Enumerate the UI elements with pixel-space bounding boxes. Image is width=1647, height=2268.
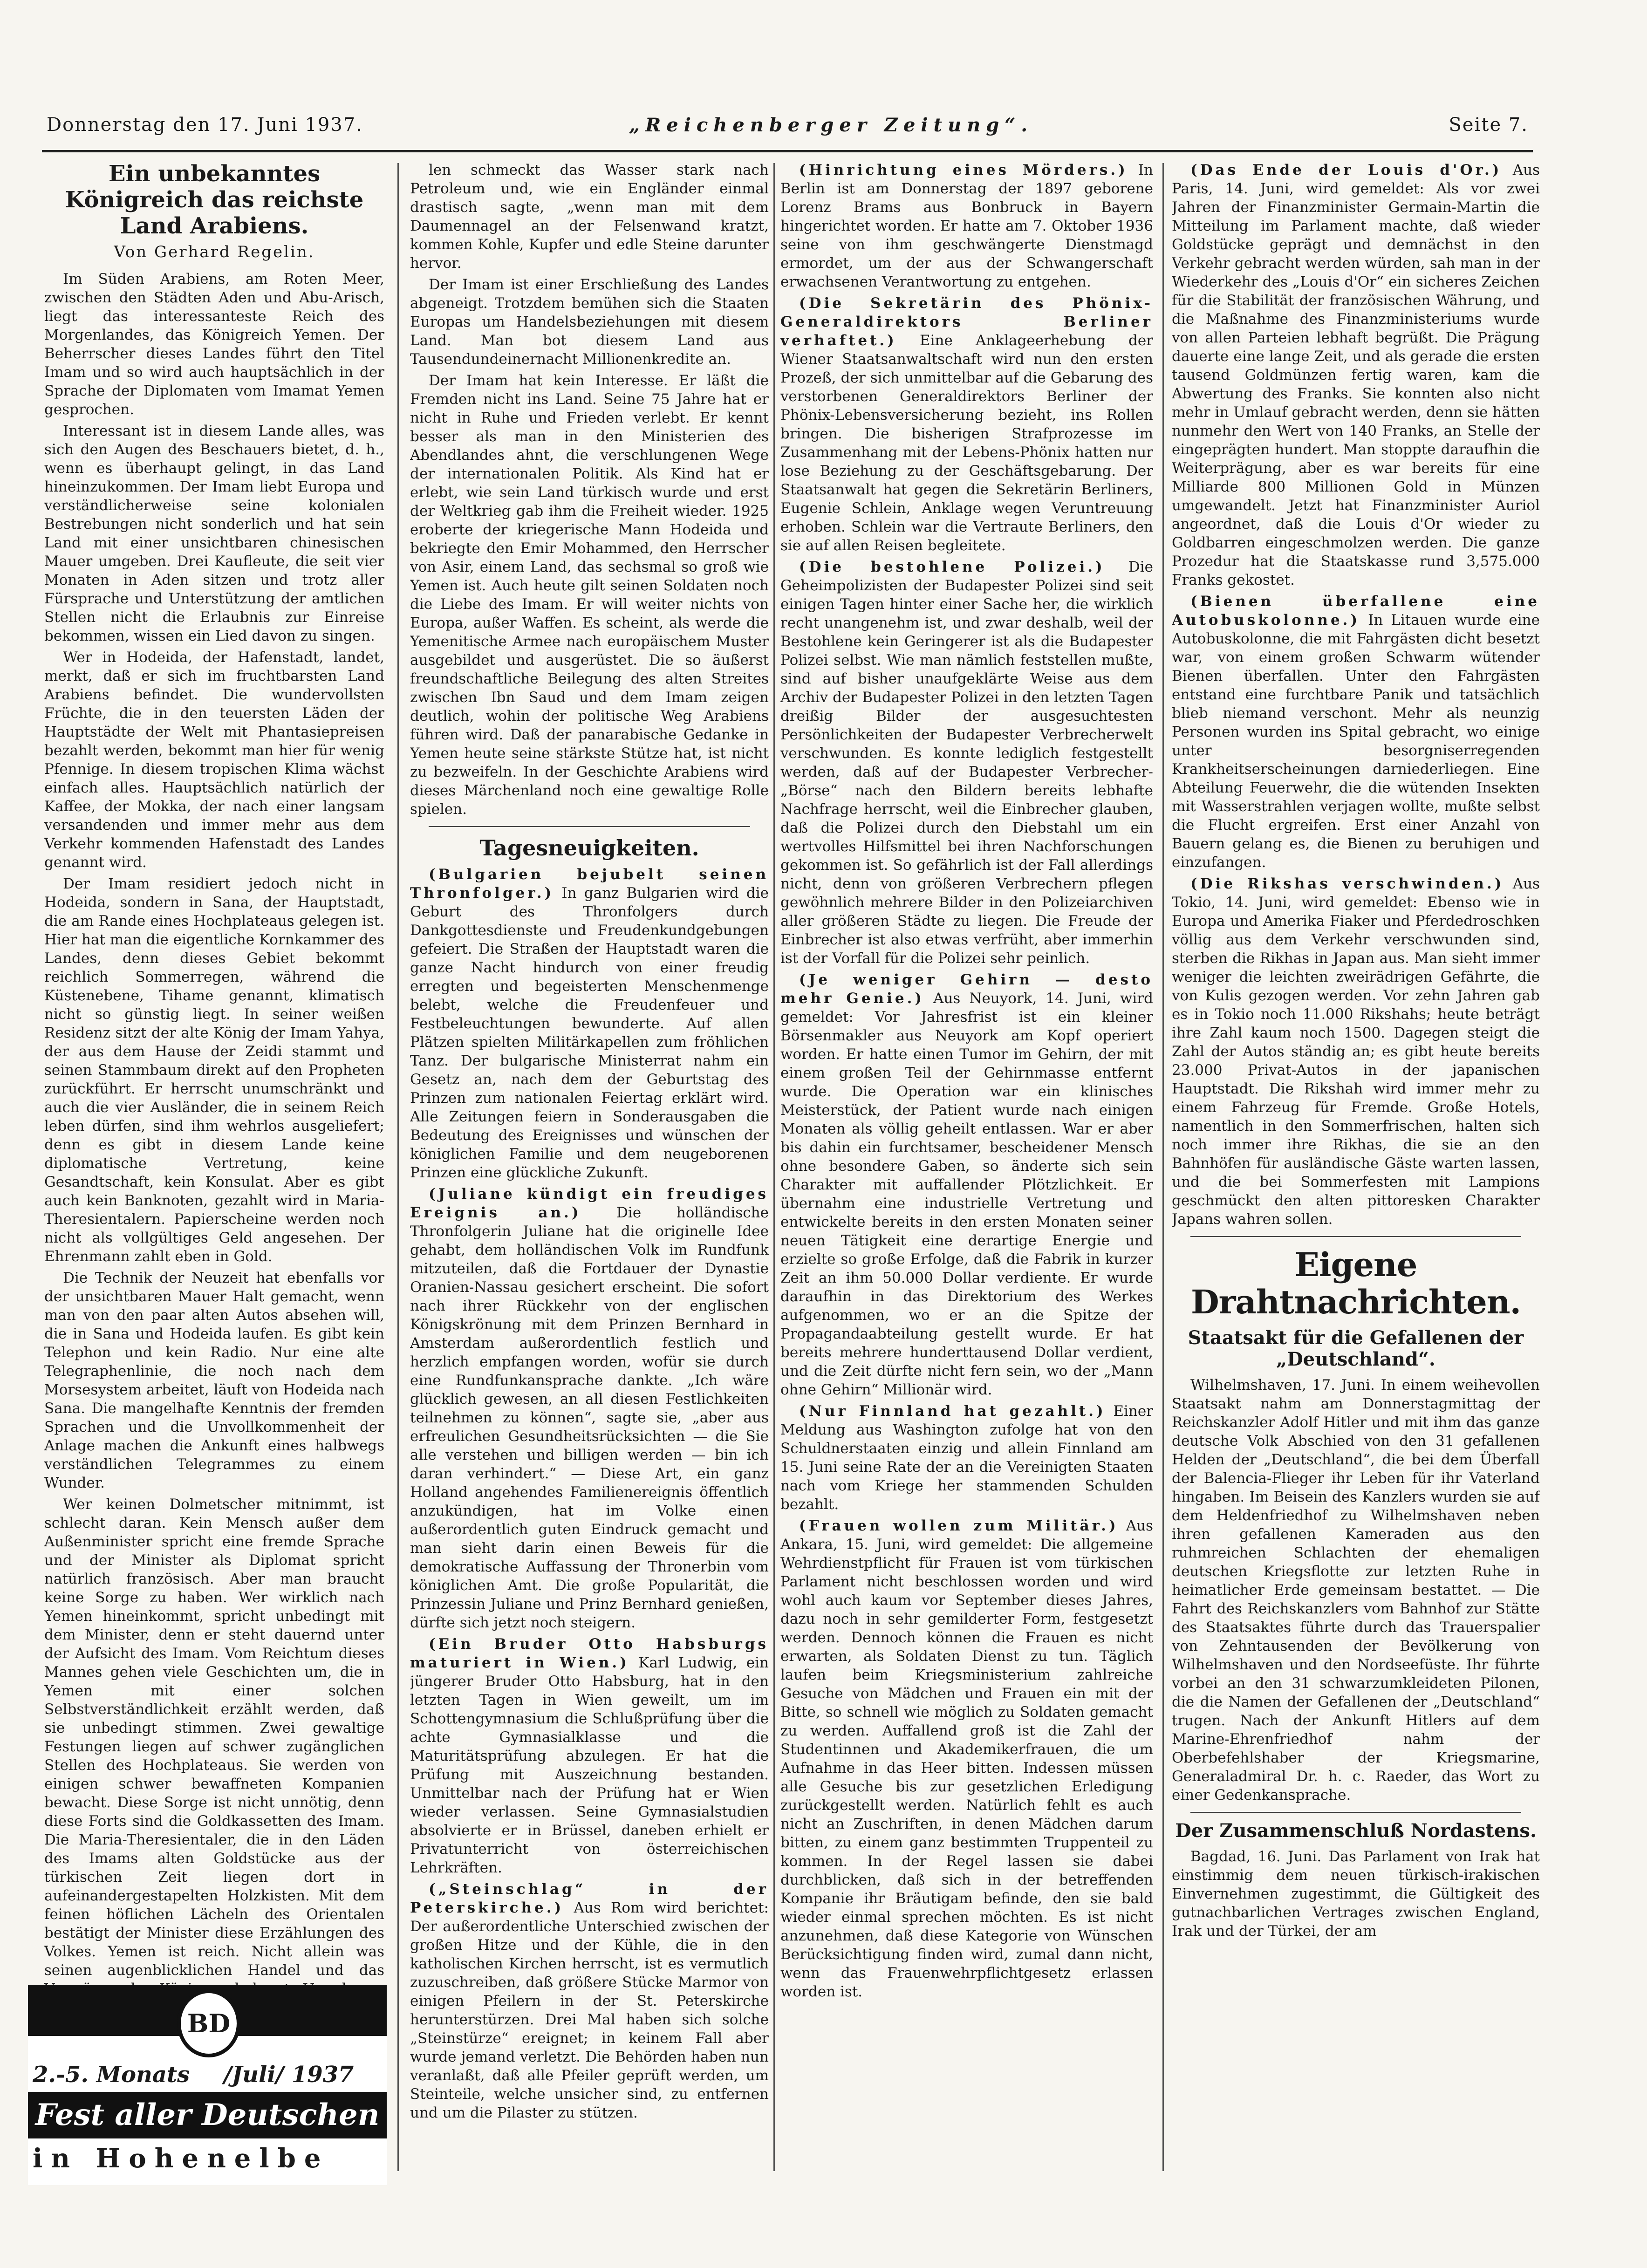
column-3	[780, 161, 1153, 2192]
news-item	[1172, 161, 1540, 589]
article-subheadline: Staatsakt für die Gefallenen der „Deutschland“.	[1188, 1327, 1524, 1370]
masthead-title: „Reichenberger Zeitung“.	[629, 114, 1033, 136]
section-separator	[1190, 1236, 1521, 1237]
news-item-text: Einer Meldung aus Washington zufolge hat von den Schuldnerstaaten einzig und allein Finnland am 15. Juni seine Rate der an die Vereinigten Staaten nach vom Kriege her stammenden Schulden bezahlt.	[780, 1403, 1153, 1513]
news-item-text: In Litauen wurde eine Autobuskolonne, die mit Fahrgästen dicht besetzt war, von einem großen Schwarm wütender Bienen überfallen. Unter den Fahrgästen entstand eine furchtbare Panik und tatsächlich blieb niemand verschont. Mehr als neunzig Personen wurden ins Spital gebracht, wo einige unter besorgniserregenden Krankheitserscheinungen darniederliegen. Eine Abteilung Feuerwehr, die die wütenden Insekten mit Wasserstrahlen verjagen wollte, mußte selbst die Flucht ergreifen. Erst einer Anzahl von Bauern gelang es, die Bienen zu beruhigen und einzufangen.	[1172, 612, 1540, 871]
column-4	[1172, 161, 1540, 2192]
festival-advertisement	[28, 1985, 387, 2185]
ad-place: in Hohenelbe	[33, 2143, 329, 2174]
news-item	[410, 1635, 769, 1877]
news-item-title: („Steinschlag“ in der Peterskirche.)	[410, 1881, 769, 1916]
news-item-text: Aus Tokio, 14. Juni, wird gemeldet: Ebenso wie in Europa und Amerika Fiaker und Pferdedroschken völlig aus dem Verkehr verschwunden sind, sterben die Rikhas in Japan aus. Man sieht immer weniger die leichten zweirädrigen Gefährte, die von Kulis gezogen werden. Vor zehn Jahren gab es in Tokio noch 11.000 Rikshahs; heute beträgt ihre Zahl kaum noch 1500. Dagegen steigt die Zahl der Autos ständig an; es gibt heute bereits 23.000 Privat-Autos in der japanischen Hauptstadt. Die Rikshah wird immer mehr zu einem Fahrzeug für Fremde. Große Hotels, namentlich in den Sommerfrischen, halten sich noch immer ihre Rikhas, die sie an den Bahnhöfen für ausländische Gäste warten lassen, und die bei Sommerfesten mit Lampions geschmückt den alten pittoresken Charakter Japans wahren sollen.	[1172, 875, 1540, 1228]
article-paragraph: Wilhelmshaven, 17. Juni. In einem weihevollen Staatsakt nahm am Donnerstagmittag der Reichskanzler Adolf Hitler und mit ihm das ganze deutsche Volk Abschied von den 31 gefallenen Helden der „Deutschland“, die bei dem Überfall der Balencia-Flieger ihr Leben für ihr Vaterland hingaben. Im Beisein des Kanzlers wurden sie auf dem Heldenfriedhof zu Wilhelmshaven neben ihren gefallenen Kameraden aus den ruhmreichen Schlachten der ehemaligen deutschen Kriegsflotte zur letzten Ruhe in heimatlicher Erde gemeinsam bestattet. — Die Fahrt des Reichskanzlers vom Bahnhof zur Stätte des Staatsaktes führte durch das Trauerspalier von Zehntausenden der Bevölkerung von Wilhelmshaven und den Nordseefüste. Ihr führte vorbei an den 31 schwarzumkleideten Pilonen, die die Namen der Gefallenen der „Deutschland“ trugen. Nach der Ankunft Hitlers auf dem Marine-Ehrenfriedhof nahm der Oberbefehlshaber der Kriegsmarine, Generaladmiral Dr. h. c. Raeder, das Wort zu einer Gedenkansprache.	[1172, 1377, 1540, 1803]
news-item	[1172, 592, 1540, 872]
news-item	[410, 1185, 769, 1632]
article-paragraph: Wer keinen Dolmetscher mitnimmt, ist schlecht daran. Kein Mensch außer dem Außenminister spricht eine fremde Sprache und der Minister als Diplomat spricht natürlich französisch. Aber man braucht keine Sorge zu haben. Wer wirklich nach Yemen hineinkommt, spricht unbedingt mit dem Minister, denn er steht dauernd unter der Aufsicht des Imam. Vom Reichtum dieses Mannes gehen viele Geschichten um, die in Yemen mit einer solchen Selbstverständlichkeit erzählt werden, daß sie unbedingt stimmen. Zwei gewaltige Festungen liegen auf schwer zugänglichen Stellen des Hochplateaus. Sie werden von einigen schwer bewaffneten Kompanien bewacht. Diese Sorge ist nicht unnötig, denn diese Forts sind die Goldkassetten des Imam. Die Maria-Theresientaler, die in den Läden des Imams alten Goldstücke aus der türkischen Zeit liegen dort in aufeinandergestapelten Holzkisten. Mit dem feinen höflichen Lächeln des Orientalen bestätigt der Minister diese Erzählungen des Volkes. Yemen ist reich. Nicht allein was seinen augenblicklichen Handel und das	[44, 1496, 384, 1979]
news-item-text: Karl Ludwig, ein jüngerer Bruder Otto Habsburg, hat in den letzten Tagen in Wien geweilt, um im Schottengymnasium die Schlußprüfung über die achte Gymnasialklasse und die Maturitätsprüfung abzulegen. Er hat die Prüfung mit Auszeichnung bestanden. Unmittelbar nach der Prüfung hat er Wien wieder verlassen. Seine Gymnasialstudien absolvierte er in Brüssel, daneben erhielt er Privatunterricht von österreichischen Lehrkräften.	[410, 1654, 769, 1876]
masthead-date: Donnerstag den 17. Juni 1937.	[47, 114, 363, 136]
news-item-text: Eine Anklageerhebung der Wiener Staatsanwaltschaft wird nun den ersten Prozeß, der sich unmittelbar auf die Gebarung des verstorbenen Generaldirektors Berliner der Phönix-Lebensversicherung bezieht, ins Rollen bringen. Die bisherigen Strafprozesse im Zusammenhang mit der Lebens-Phönix hatten nur lose Beziehung zu der Geschäftsgebarung. Der Staatsanwalt hat gegen die Sekretärin Berliners, Eugenie Schlein, Anklage wegen Veruntreuung erhoben. Schlein war die Vertraute Berliners, den sie auf allen Reisen begleitete.	[780, 332, 1153, 554]
column-divider	[397, 163, 399, 2171]
article-subheadline: Der Zusammenschluß Nordastens.	[1175, 1820, 1537, 1842]
masthead-page-number: Seite 7.	[1449, 114, 1528, 136]
article-paragraph: Interessant ist in diesem Lande alles, was sich den Augen des Beschauers bietet, d. h., wenn es überhaupt gelingt, in das Land hineinzukommen. Der Imam liebt Europa und verständlicherweise seine kolonialen Bestrebungen nicht sonderlich und hat sein Land mit einer unsichtbaren chinesischen Mauer umgeben. Drei Kaufleute, die seit vier Monaten in Aden sitzen und trotz aller Fürsprache und Unterstützung der amtlichen Stellen nicht die Erlaubnis zur Einreise bekommen, wissen ein Lied davon zu singen.	[44, 423, 384, 644]
masthead-rule	[42, 150, 1533, 152]
news-item-title: (Je weniger Gehirn — desto mehr Genie.)	[780, 971, 1153, 1007]
article-paragraph: Der Imam ist einer Erschließung des Landes abgeneigt. Trotzdem bemühen sich die Staaten Europas um Handelsbeziehungen mit diesem Land. Man bot diesem Land aus Tausendundeinernacht Millionenkredite an.	[410, 276, 769, 368]
news-item-text: Die Geheimpolizisten der Budapester Polizei sind seit einigen Tagen hinter einer Sache her, die wirklich recht unangenehm ist, und zwar deshalb, weil der Bestohlene kein Geringerer ist als die Budapester Polizei selbst. Wie man nämlich feststellen mußte, sind auf bisher unaufgeklärte Weise aus dem Archiv der Budapester Polizei in den letzten Tagen dreißig Bilder der ausgesuchtesten Persönlichkeiten der Budapester Verbrecherwelt verschwunden. Es konnte lediglich festgestellt werden, daß auf der Budapester Verbrecher-„Börse“ nach den Bildern bereits lebhafte Nachfrage herrscht, weil die Einbrecher glauben, daß die Polizei durch den Diebstahl um ein wertvolles Hilfsmittel bei ihren Nachforschungen gekommen ist. So gefährlich ist der Fall allerdings nicht, denn von größeren Verbrechern pflegen gewöhnlich mehrere Bilder in den Polizeiarchiven aller größeren Städte zu liegen. Die Freude der Einbrecher ist also etwas verfrüht, aber immerhin ist der Vorfall für die Polizei sehr peinlich.	[780, 559, 1153, 967]
news-item	[780, 1402, 1153, 1514]
news-item-text: Aus Paris, 14. Juni, wird gemeldet: Als vor zwei Jahren der Finanzminister Germain-Martin die Mitteilung im Parlament machte, daß wieder Goldstücke geprägt und demnächst in den Verkehr gebracht werden würden, sah man in der Wiederkehr des „Louis d'Or“ ein sicheres Zeichen für die Stabilität der französischen Währung, und die Maßnahme des Finanzministeriums wurde von allen Parteien lebhaft begrüßt. Die Prägung dauerte eine lange Zeit, und als gerade die ersten tausend Goldmünzen fertig waren, kam die Abwertung des Franks. Sie konnten also nicht mehr in Umlauf gebracht werden, denn sie hätten nunmehr den Wert von 140 Franks, an Stelle der eingeprägten hundert. Man stoppte daraufhin die Weiterprägung, aber es war bereits für eine Milliarde 800 Millionen Gold in Münzen umgewandelt. Jetzt hat Finanzminister Auriol angeordnet, daß die Louis d'Or wieder zu Goldbarren eingeschmolzen werden. Die ganze Prozedur hat die Staatskasse rund 3,575.000 Franks gekostet.	[1172, 162, 1540, 588]
ad-slogan: Fest aller Deutschen	[28, 2092, 387, 2138]
news-item-text: In ganz Bulgarien wird die Geburt des Thronfolgers durch Dankgottesdienste und Freudenkundgebungen gefeiert. Die Straßen der Hauptstadt waren die ganze Nacht hindurch von einer freudig erregten und begeisterten Menschenmenge belebt, welche die Freudenfeuer und Festbeleuchtungen bewunderte. Auf allen Plätzen spielten Militärkapellen zum fröhlichen Tanz. Der bulgarische Ministerrat nahm ein Gesetz an, nach dem der Geburtstag des Prinzen zum nationalen Feiertag erklärt wird. Alle Zeitungen feiern in Sonderausgaben die Bedeutung des Ereignisses und wünschen der königlichen Familie und dem neugeborenen Prinzen eine glückliche Zukunft.	[410, 885, 769, 1181]
news-item-text: Die holländische Thronfolgerin Juliane hat die originelle Idee gehabt, dem holländischen Volk im Rundfunk mitzuteilen, daß die Fortdauer der Dynastie Oranien-Nassau gesichert erscheint. Die sofort nach ihrer Rückkehr von der englischen Königskrönung mit dem Prinzen Bernhard in Amsterdam außerordentlich festlich und herzlich empfangen worden, wofür sie durch eine Rundfunkansprache dankte. „Ich wäre glücklich gewesen, an all diesen Festlichkeiten teilnehmen zu können“, sagte sie, „aber aus erfreulichen Gesundheitsrücksichten — die Sie alle verstehen und billigen werden — bin ich daran verhindert.“ — Diese Art, ein ganz Holland angehendes Familienereignis öffentlich anzukündigen, hat im Volke einen außerordentlich guten Eindruck gemacht und man sieht darin einen Beweis für die demokratische Auffassung der Thronerbin vom königlichen Amt. Die große Popularität, die Prinzessin Juliane und Prinz Bernhard genießen, dürfte sich jetzt noch steigern.	[410, 1204, 769, 1631]
section-title-wire-news: Eigene Drahtnachrichten.	[1190, 1245, 1521, 1321]
article-byline: Von Gerhard Regelin.	[114, 243, 315, 261]
section-separator	[1190, 1812, 1521, 1813]
news-item-title: (Nur Finnland hat gezahlt.)	[799, 1403, 1106, 1420]
news-item-title: (Ein Bruder Otto Habsburgs maturiert in Wien.)	[410, 1636, 769, 1671]
bd-logo: BD	[177, 1989, 240, 2057]
article-paragraph: len schmeckt das Wasser stark nach Petroleum und, wie ein Engländer einmal drastisch sagte, „wenn man mit dem Daumennagel an der Felsenwand kratzt, kommen Kohle, Kupfer und edle Steine darunter hervor.	[410, 162, 769, 272]
article-paragraph: Der Imam hat kein Interesse. Er läßt die Fremden nicht ins Land. Seine 75 Jahre hat er nicht in Ruhe und Frieden verlebt. Er kennt besser als man in den Ministerien des Abendlandes ahnt, die verschlungenen Wege der internationalen Politik. Als Kind hat er erlebt, wie sein Land türkisch wurde und erst der Weltkrieg gab ihm die Freiheit wieder. 1925 eroberte der kriegerische Mann Hodeida und bekriegte den Emir Mohammed, den Herrscher von Asir, einem Land, das sechsmal so groß wie Yemen ist. Auch heute gilt seinen Soldaten noch die Liebe des Imam. Er will weiter nichts von Europa, außer Waffen. Es scheint, als werde die Yemenitische Armee nach europäischem Muster ausgebildet und ausgerüstet. Die so äußerst freundschaftliche Beilegung des alten Streites zwischen Ibn Saud und dem Imam zeigen deutlich, wohin der politische Weg Arabiens führen wird. Daß der panarabische Gedanke in Yemen heute seine stärkste Stütze hat, ist nicht zu bezweifeln. In der Geschichte Arabiens wird dieses Märchenland noch eine gewaltige Rolle spielen.	[410, 372, 769, 818]
news-item	[1172, 874, 1540, 1229]
ad-month-year: /Juli/ 1937	[224, 2062, 354, 2088]
news-item	[780, 294, 1153, 555]
column-divider	[773, 163, 775, 2171]
news-item-title: (Hinrichtung eines Mörders.)	[799, 162, 1128, 178]
news-item	[780, 161, 1153, 291]
article-paragraph: Wer in Hodeida, der Hafenstadt, landet, merkt, daß er sich im fruchtbarsten Land Arabiens befindet. Die wundervollsten Früchte, die in den teuersten Läden der Hauptstädte der Welt mit Phantasiepreisen bezahlt werden, bekommt man hier für wenig Pfennige. In diesem tropischen Klima wächst einfach alles. Hauptsächlich natürlich der Kaffee, der Mokka, der nach einer langsam versandenden und immer mehr aus dem Verkehr kommenden Hafenstadt des Landes genannt wird.	[44, 649, 384, 871]
news-item	[780, 1517, 1153, 2001]
news-item	[410, 865, 769, 1182]
column-1	[44, 161, 384, 2192]
news-item-title: (Bienen überfallene eine Autobuskolonne.)	[1172, 593, 1540, 628]
news-item-title: (Die bestohlene Polizei.)	[799, 559, 1105, 575]
news-item-title: (Frauen wollen zum Militär.)	[799, 1517, 1119, 1534]
news-item	[780, 558, 1153, 968]
article-paragraph: Die Technik der Neuzeit hat ebenfalls vor der unsichtbaren Mauer Halt gemacht, wenn man von den paar alten Autos absehen will, die in Sana und Hodeida laufen. Es gibt kein Telephon und kein Radio. Nur eine alte Telegraphenlinie, die noch nach dem Morsesystem arbeitet, läuft von Hodeida nach Sana. Die mangelhafte Kenntnis der fremden Sprachen und die Unvollkommenheit der Anlage machen die Ankunft eines halbwegs verständlichen Telegrammes zu einem Wunder.	[44, 1270, 384, 1491]
news-item-text: Aus Ankara, 15. Juni, wird gemeldet: Die allgemeine Wehrdienstpflicht für Frauen ist vom türkischen Parlament nicht beschlossen worden und wird wohl auch kaum vor September dieses Jahres, dazu noch in sehr gemilderter Form, festgesetzt werden. Dennoch können die Frauen es nicht erwarten, als Soldaten Dienst zu tun. Täglich laufen beim Kriegsministerium zahlreiche Gesuche von Mädchen und Frauen ein mit der Bitte, so schnell wie möglich zu Soldaten gemacht zu werden. Auffallend groß ist die Zahl der Studentinnen und Akademikerfrauen, die um Aufnahme in das Heer bitten. Indessen müssen alle Gesuche bis zur gesetzlichen Erledigung zurückgestellt werden. Natürlich fehlt es auch nicht an Zuschriften, in denen Mädchen darum bitten, zu einem ganz bestimmten Truppenteil zu kommen. In der Regel lassen sie dabei durchblicken, daß sich in der betreffenden Kompanie ihr Bräutigam befinde, den sie bald wieder einmal sprechen möchten. Es ist nicht anzunehmen, daß diese Kategorie von Wünschen Berücksichtigung finden wird, zumal dann nicht, wenn das Frauenwehrpflichtgesetz erlassen worden ist.	[780, 1517, 1153, 2000]
news-item-title: (Das Ende der Louis d'Or.)	[1190, 162, 1502, 178]
ad-dates: 2.-5. Monats	[33, 2062, 190, 2088]
section-title: Tagesneuigkeiten.	[479, 835, 699, 861]
news-item-title: (Die Rikshas verschwinden.)	[1190, 875, 1504, 892]
news-item-title: (Bulgarien bejubelt seinen Thronfolger.)	[410, 866, 769, 902]
article-paragraph: Bagdad, 16. Juni. Das Parlament von Irak hat einstimmig dem neuen türkisch-irakischen Einvernehmen zugestimmt, die Gültigkeit des gutnachbarlichen Vertrages zwischen England, Irak und der Türkei, der am	[1172, 1848, 1540, 1940]
article-paragraph: Im Süden Arabiens, am Roten Meer, zwischen den Städten Aden und Abu-Arisch, liegt das interessanteste Reich des Morgenlandes, das Königreich Yemen. Der Beherrscher dieses Landes führt den Titel Imam und so wird auch hauptsächlich in der Sprache der Diplomaten vom Imamat Yemen gesprochen.	[44, 271, 384, 418]
news-item-text: Aus Neuyork, 14. Juni, wird gemeldet: Vor Jahresfrist ist ein kleiner Börsenmakler aus Neuyork am Kopf operiert worden. Er hatte einen Tumor im Gehirn, der mit einem großen Teil der Gehirnmasse entfernt wurde. Die Operation war ein klinisches Meisterstück, der Patient wurde nach einigen Monaten als völlig geheilt entlassen. War er aber bis dahin ein furchtsamer, bescheidener Mensch ohne besondere Gaben, so änderte sich sein Charakter mit auffallender Plötzlichkeit. Er übernahm eine industrielle Vertretung und entwickelte bereits in den ersten Monaten seiner neuen Tätigkeit eine derartige Energie und erzielte so große Erfolge, daß die Fabrik in kurzer Zeit an ihm 50.000 Dollar verdiente. Er wurde daraufhin in das Direktorium des Werkes aufgenommen, wo er an die Spitze der Propagandaabteilung gestellt wurde. Er hat bereits mehrere hunderttausend Dollar verdient, und die Zeit dürfte nicht fern sein, wo der „Mann ohne Gehirn“ Millionär wird.	[780, 990, 1153, 1398]
news-item-text: Aus Rom wird berichtet: Der außerordentliche Unterschied zwischen der großen Hitze und der Kühle, die in den katholischen Kirchen herrscht, ist es vermutlich zuzuschreiben, daß größere Stücke Marmor von einigen Pfeilern in der St. Peterskirche herunterstürzen. Drei Mal haben sich solche „Steinstürze“ ereignet; in keinem Fall aber wurde jemand verletzt. Die Behörden haben nun veranlaßt, daß alle Pfeiler geprüft werden, um Steinteile, welche unsicher sind, zu entfernen und um die Pilaster zu stützen.	[410, 1899, 769, 2121]
column-divider	[1162, 163, 1164, 2171]
news-item	[410, 1880, 769, 2122]
article-paragraph: Der Imam residiert jedoch nicht in Hodeida, sondern in Sana, der Hauptstadt, die am Rande eines Hochplateaus gelegen ist. Hier hat man die eigentliche Kornkammer des Landes, denn dieses Gebiet bekommt reichlich Sommerregen, während die Küstenebene, Tihame genannt, klimatisch nicht so günstig liegt. In seiner weißen Residenz sitzt der alte König der Imam Yahya, der aus dem Hause der Zeidi stammt und seinen Stammbaum direkt auf den Propheten zurückführt. Er herrscht unumschränkt und auch die vier Ausländer, die in seinem Reich leben dürfen, sind ihm wehrlos ausgeliefert; denn es gibt in diesem Lande keine diplomatische Vertretung, keine Gesandtschaft, kein Konsulat. Aber es gibt auch kein Banknoten, gezahlt wird in Maria-Theresientalern. Papierscheine werden noch nicht als vollgültiges Geld angesehen. Der Ehrenmann zahlt eben in Gold.	[44, 875, 384, 1265]
news-item-title: (Die Sekretärin des Phönix-Generaldirektors Berliner verhaftet.)	[780, 295, 1153, 349]
section-separator	[429, 826, 750, 827]
news-item-title: (Juliane kündigt ein freudiges Ereignis an.)	[410, 1186, 769, 1221]
column-2	[410, 161, 769, 2192]
news-item-text: In Berlin ist am Donnerstag der 1897 geborene Lorenz Brams aus Bonbruck in Bayern hingerichtet worden. Er hatte am 7. Oktober 1936 seine von ihm geschwängerte Dienstmagd ermordet, um der aus der Schwangerschaft erwachsenen Verantwortung zu entgehen.	[780, 162, 1153, 290]
news-item	[780, 970, 1153, 1399]
masthead	[47, 114, 1528, 147]
article-headline: Ein unbekanntes Königreich das reichste Land Arabiens.	[65, 161, 364, 239]
